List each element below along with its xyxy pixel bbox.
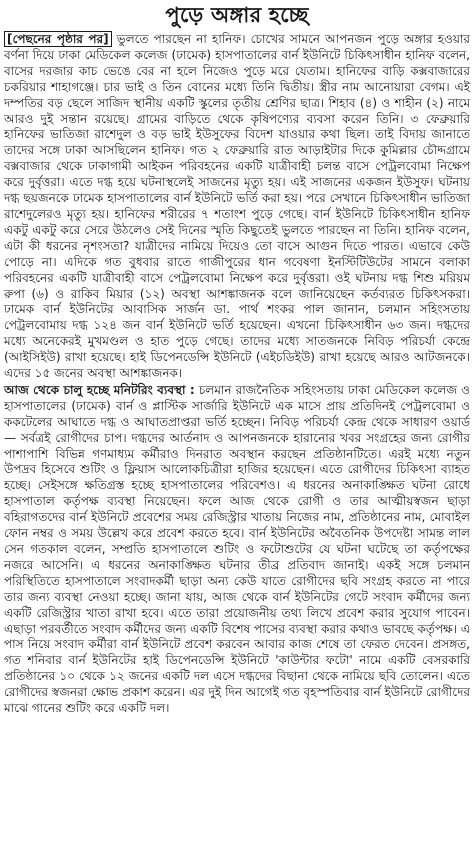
article-paragraph: [4, 32, 470, 382]
headline: পুড়ে অঙ্গার হচ্ছে: [165, 3, 309, 27]
continued-from-back-page-label: [পেছনের পৃষ্ঠার পর]: [4, 31, 112, 47]
article-paragraph: [4, 383, 470, 717]
article-body: [0, 30, 474, 717]
monitoring-subhead: আজ থেকে চালু হচ্ছে মনিটরিং ব্যবস্থা :: [4, 382, 195, 397]
paragraph-text: চলমান রাজনৈতিক সহিংসতায় ঢাকা মেডিকেল কলেজ ও হাসপাতালের (ঢামেক) বার্ন ও প্লাস্টিক সার্জারি ইউনিটে এক মাসে প্রায় প্রতিদিনই পেট্রলবোমা ও ককটেলের আঘাতে দগ্ধ ও আঘাতপ্রাপ্তরা ভর্তি হচ্ছেন। নিবিড় পরিচর্যা কেন্দ্র থেকে সাধারণ ওয়ার্ড— সর্বত্রই রোগীদের চাপ। দগ্ধদের আর্তনাদ ও আপনজনকে হারানোর খবর সংগ্রহের জন্য রোগীর পাশাপাশি বিভিন্ন গণমাধ্যম কর্মীরাও দিনরাত অবস্থান করছেন প্রতিষ্ঠানটিতে। এরই মধ্যে নতুন উপদ্রব হিসেবে শুটিং ও ফ্লিয়াস আলোকচিত্রীরা হাজির হয়েছেন। এতে রোগীদের চিকিৎসা ব্যাহত হচ্ছে। সেইসঙ্গে ক্ষতিগ্রস্ত হচ্ছে হাসপাতালের পরিবেশও। এ ধরনের অনাকাঙ্ক্ষিত ঘটনা রোধে হাসপাতাল কর্তৃপক্ষ ব্যবস্থা নিয়েছেন। ফলে আজ থেকে রোগী ও তার আত্মীয়স্বজন ছাড়া বহিরাগতদের বার্ন ইউনিটে প্রবেশের সময় রেজিস্ট্রার খাতায় নিজের নাম, প্রতিষ্ঠানের নাম, মোবাইল ফোন নম্বর ও সময় উল্লেখ করে প্রবেশ করতে হবে। বার্ন ইউনিটের অবৈতনিক উপদেষ্টা সামন্ত লাল সেন গতকাল বলেন, সম্প্রতি হাসপাতালে শুটিং ও ফটোশুটের যে ঘটনা ঘটেছে তা কর্তৃপক্ষের নজরে আসেনি। এ ধরনের অনাকাঙ্ক্ষিত ঘটনার তীব্র প্রতিবাদ জানাই। একই সঙ্গে চলমান পরিস্থিতিতে হাসপাতালে সংবাদকর্মী ছাড়া অন্য কেউ যাতে রোগীদের ছবি সংগ্রহ করতে না পারে তার জন্য ব্যবস্থা নেওয়া হচ্ছে। জানা যায়, আজ থেকে বার্ন ইউনিটের গেটে সংবাদ কর্মীদের জন্য একটি রেজিস্ট্রার খাতা রাখা হবে। এতে তারা প্রয়োজনীয় তথ্য লিখে প্রবেশ করার সুযোগ পাবেন। এছাড়া পরবর্তীতে সংবাদ কর্মীদের জন্য একটি বিশেষ পাসের ব্যবস্থা করার কথাও ভাবছে কর্তৃপক্ষ। এ পাস নিয়ে সংবাদ কর্মীরা বার্ন ইউনিটে প্রবেশ করবেন আবার কাজ শেষে তা ফেরত দেবেন। প্রসঙ্গত, গত শনিবার বার্ন ইউনিটের হাই ডিপেনডেন্সি ইউনিটে 'কাউন্টার ফটো' নামে একটি বেসরকারি প্রতিষ্ঠানের ১০ থেকে ১২ জনের একটি দল এসে দগ্ধদের বিছানা থেকে নামিয়ে ছবি তোলেন। এতে রোগীদের স্বজনরা ক্ষোভ প্রকাশ করেন। এর দুই দিন আগেই গত বৃহস্পতিবার বার্ন ইউনিটে রোগীদের মাঝে গানের শুটিং করে একটি দল।: [4, 382, 470, 716]
paragraph-text: ভুলতে পারছেন না হানিফ। চোখের সামনে আপনজন পুড়ে অঙ্গার হওয়ার বর্ণনা দিয়ে ঢাকা মেডিকেল কলেজ (ঢামেক) হাসপাতালের বার্ন ইউনিটে চিকিৎসাধীন হানিফ বলেন, বাসের দরজার কাচ ভেঙে বের না হলে নিজেও পুড়ে মরে যেতাম। হানিফের বাড়ি কক্সবাজারের চকরিয়ার শাহাগঞ্জে। চার ভাই ও তিন বোনের মধ্যে তিনি দ্বিতীয়। স্ত্রীর নাম আনোয়ারা বেগম। এই দম্পতির বড় ছেলে সাজিদ স্থানীয় একটি স্কুলের তৃতীয় শ্রেণির ছাত্র। শিহাব (৪) ও শাহীন (২) নামে আরও দুই সন্তান রয়েছে। গ্রামের বাড়িতে থেকে কৃষিপণ্যের ব্যবসা করেন তিনি। ৩ ফেব্রুয়ারি হানিফের ভাতিজা রাশেদুল ও বড় ভাই ইউসুফের বিদেশ যাওয়ার কথা ছিল। তাই বিদায় জানাতে তাদের সঙ্গে ঢাকা আসছিলেন হানিফ। গত ২ ফেব্রুয়ারি রাত আড়াইটার দিকে কুমিল্লার চৌদ্দগ্রামে বক্সবাজার থেকে ঢাকাগামী আইকন পরিবহনের একটি যাত্রীবাহী চলন্ত বাসে পেট্রলবোমা নিক্ষেপ করে দুর্বৃত্তরা। এতে দগ্ধ হয়ে ঘটনাস্থলেই সাজনের মৃত্যু হয়। এই সাজনের একজন ইউসুফ। ঘটনায় দগ্ধ ছয়জনকে ঢামেক হাসপাতালের বার্ন ইউনিটে ভর্তি করা হয়। পরে সেখানে চিকিৎসাধীন ভাতিজা রাশেদুলেরও মৃত্যু হয়। হানিফের শরীরের ৭ শতাংশ পুড়ে গেছে। বার্ন ইউনিটে চিকিৎসাধীন হানিফ একটু একটু করে সেরে উঠলেও সেই দিনের স্মৃতি কিছুতেই ভুলতে পারছেন না তিনি। হানিফ বলেন, এটা কী ধরনের নৃশংসতা? যাত্রীদের নামিয়ে দিয়েও তো বাসে আগুন দিতে পারত। এভাবে কেউ পোড়ে না। এদিকে গত বুধবার রাতে গাজীপুরের ধান গবেষণা ইনস্টিটিউটের সামনে বলাকা পরিবহনের একটি যাত্রীবাহী বাসে পেট্রলবোমা নিক্ষেপ করে দুর্বৃত্তরা। ওই ঘটনায় দগ্ধ শিশু মরিয়ম রুপা (৬) ও রাকিব মিয়ার (১২) অবস্থা আশঙ্কাজনক বলে জানিয়েছেন কর্তব্যরত চিকিৎসকরা। ঢামেক বার্ন ইউনিটের আবাসিক সার্জন ডা. পার্থ শংকর পাল জানান, চলমান সহিংসতায় পেট্রলবোমায় দগ্ধ ১২৪ জন বার্ন ইউনিটে ভর্তি হয়েছেন। এখনো চিকিৎসাধীন ৬৩ জন। দগ্ধদের মধ্যে অনেকেরই মুখমণ্ডল ও হাত পুড়ে গেছে। তাদের মধ্যে সাতজনকে নিবিড় পরিচর্যা কেন্দ্রে (আইসিইউ) রাখা হয়েছে। হাই ডিপেনডেন্সি ইউনিটে (এইচডিইউ) রাখা হয়েছে আরও আটজনকে। এদের ১৫ জনের অবস্থা আশঙ্কাজনক।: [4, 32, 470, 381]
